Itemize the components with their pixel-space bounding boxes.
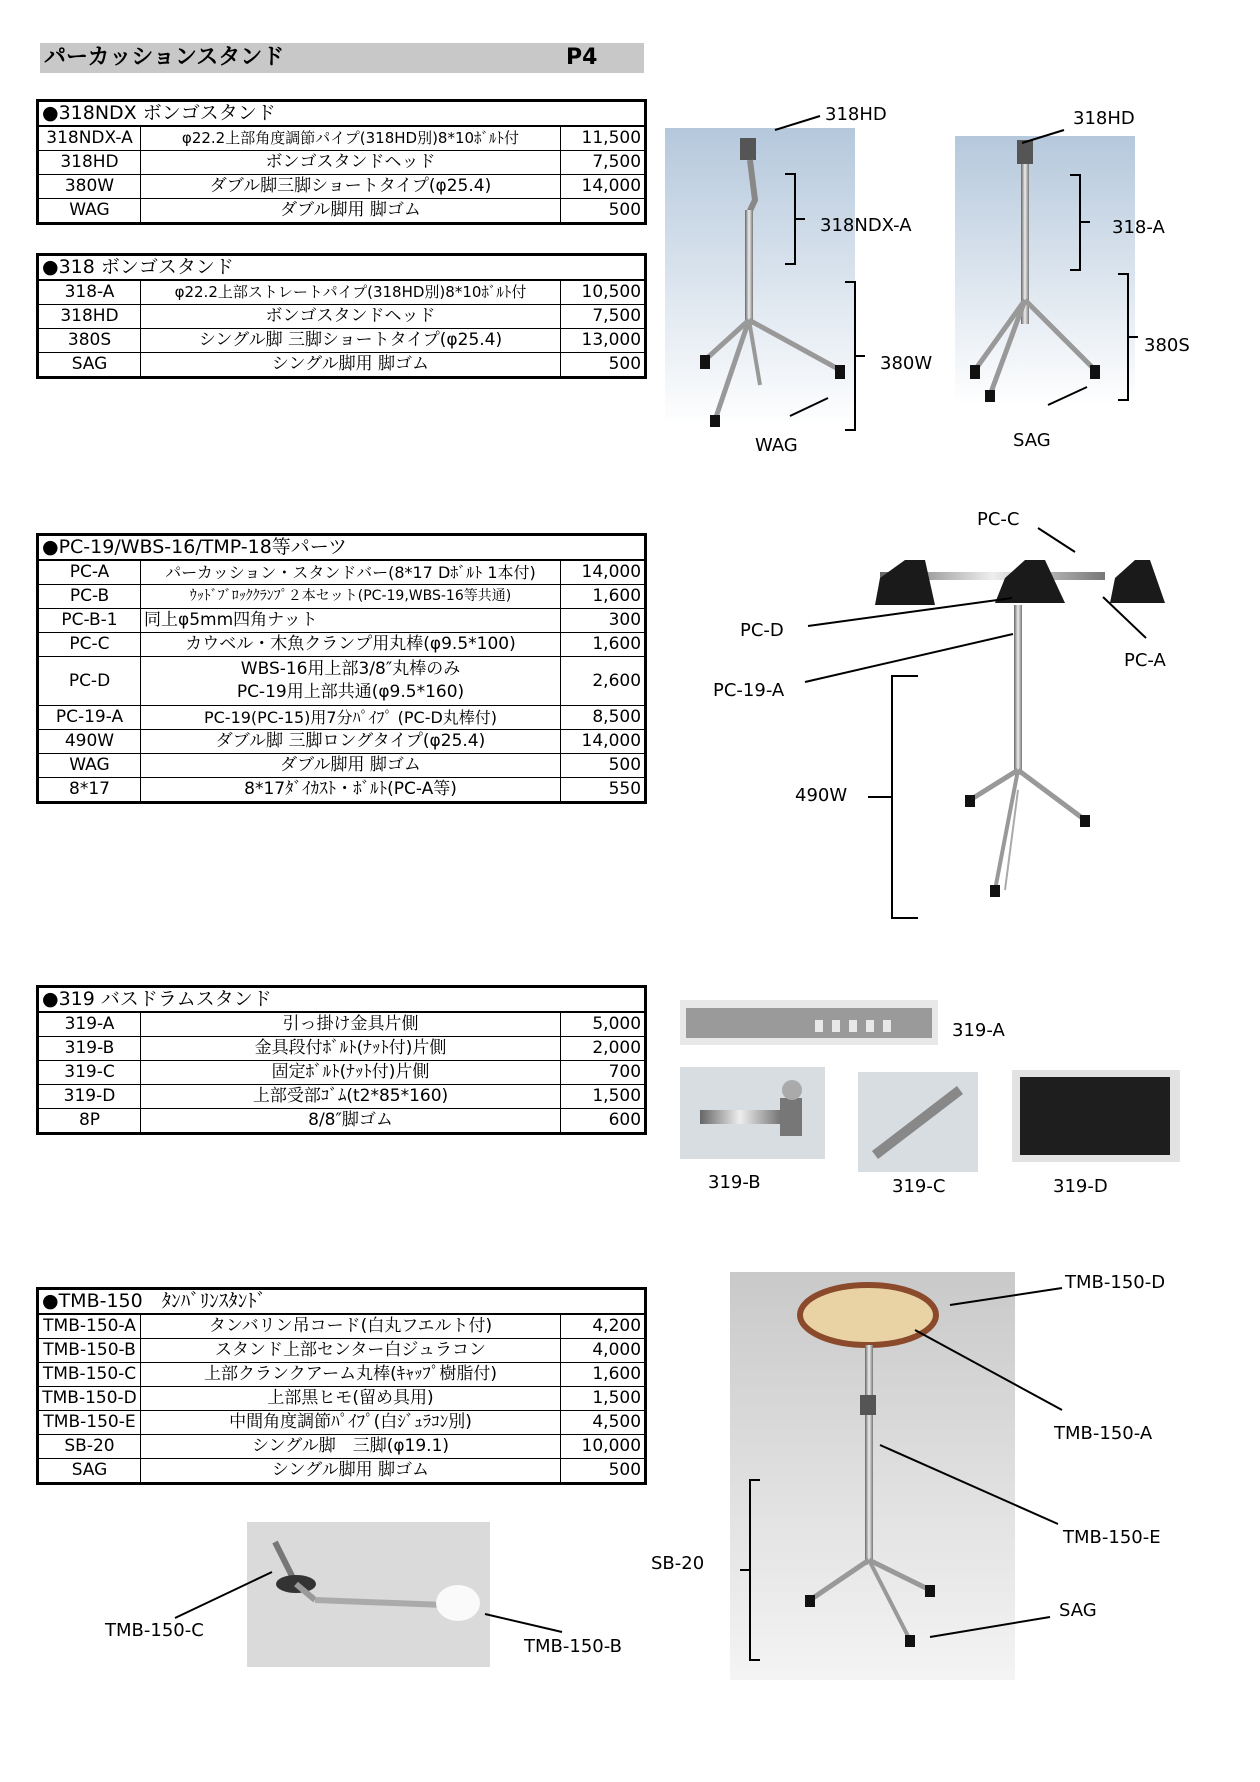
table-row: WAG ダブル脚用 脚ゴム 500 xyxy=(38,199,646,224)
table-row: PC-A パーカッション・スタンドバー(8*17 Dﾎﾞﾙﾄ 1本付) 14,000 xyxy=(38,560,646,585)
label-319-d: 319-D xyxy=(1053,1176,1108,1197)
table-row: 319-D 上部受部ｺﾞﾑ(t2*85*160) 1,500 xyxy=(38,1085,646,1109)
319-b-photo xyxy=(680,1067,825,1159)
table-row: WAG ダブル脚用 脚ゴム 500 xyxy=(38,754,646,778)
table-row: SB-20 シングル脚 三脚(φ19.1) 10,000 xyxy=(38,1435,646,1459)
label-380s: 380S xyxy=(1144,335,1190,356)
label-pc-d: PC-D xyxy=(740,620,784,641)
label-318hd: 318HD xyxy=(825,104,887,125)
leader-line xyxy=(805,634,1013,682)
table-row: 8P 8/8″脚ゴム 600 xyxy=(38,1109,646,1134)
label-318-a: 318-A xyxy=(1112,217,1165,238)
table-row: 318-A φ22.2上部ストレートパイプ(318HD別)8*10ﾎﾞﾙﾄ付 10,500 xyxy=(38,280,646,305)
table-row: 318NDX-A φ22.2上部角度調節パイプ(318HD別)8*10ﾎﾞﾙﾄ付 11,500 xyxy=(38,126,646,151)
table-row: SAG シングル脚用 脚ゴム 500 xyxy=(38,353,646,378)
page-number: P4 xyxy=(566,45,598,70)
table-row: 8*17 8*17ﾀﾞｲｶｽﾄ・ﾎﾞﾙﾄ(PC-A等) 550 xyxy=(38,778,646,803)
label-sag-2: SAG xyxy=(1059,1600,1097,1621)
table-row: 318HD ボンゴスタンドヘッド 7,500 xyxy=(38,305,646,329)
label-319-a: 319-A xyxy=(952,1020,1005,1041)
table-row: 380S シングル脚 三脚ショートタイプ(φ25.4) 13,000 xyxy=(38,329,646,353)
bongo-stand-318-photo xyxy=(955,136,1135,406)
table-row: TMB-150-B スタンド上部センター白ジュラコン 4,000 xyxy=(38,1339,646,1363)
label-318ndx-a: 318NDX-A xyxy=(820,215,912,236)
table-title: ●TMB-150 ﾀﾝﾊﾞﾘﾝｽﾀﾝﾄﾞ xyxy=(38,1289,646,1315)
table-row: TMB-150-A タンバリン吊コード(白丸フエルト付) 4,200 xyxy=(38,1314,646,1339)
table-title: ●319 バスドラムスタンド xyxy=(38,987,646,1013)
table-row: 319-A 引っ掛け金具片側 5,000 xyxy=(38,1012,646,1037)
319-a-photo xyxy=(680,1000,938,1045)
label-tmb-150-a: TMB-150-A xyxy=(1054,1423,1153,1444)
table-row: PC-D WBS-16用上部3/8″丸棒のみ PC-19用上部共通(φ9.5*160) 2,600 xyxy=(38,657,646,706)
label-pc-a: PC-A xyxy=(1124,650,1166,671)
label-tmb-150-b: TMB-150-B xyxy=(524,1636,622,1657)
table-row: TMB-150-C 上部クランクアーム丸棒(ｷｬｯﾌﾟ樹脂付) 1,600 xyxy=(38,1363,646,1387)
tmb150-arm-photo xyxy=(247,1522,490,1667)
label-490w: 490W xyxy=(795,785,848,806)
leader-line xyxy=(1103,597,1146,638)
leader-line xyxy=(1038,528,1075,552)
label-pc-c: PC-C xyxy=(977,509,1020,530)
bongo-stand-318ndx-photo xyxy=(665,128,855,428)
table-row: TMB-150-E 中間角度調節ﾊﾟｲﾌﾟ(白ｼﾞｭﾗｺﾝ別) 4,500 xyxy=(38,1411,646,1435)
leader-line xyxy=(485,1614,562,1632)
label-319-b: 319-B xyxy=(708,1172,761,1193)
table-title: ●318NDX ボンゴスタンド xyxy=(38,101,646,127)
319-d-photo xyxy=(1012,1070,1180,1162)
brace xyxy=(868,676,918,918)
table-title: ●318 ボンゴスタンド xyxy=(38,255,646,281)
label-tmb-150-e: TMB-150-E xyxy=(1063,1527,1161,1548)
table-row: TMB-150-D 上部黒ヒモ(留め具用) 1,500 xyxy=(38,1387,646,1411)
table-row: 380W ダブル脚三脚ショートタイプ(φ25.4) 14,000 xyxy=(38,175,646,199)
table-row: SAG シングル脚用 脚ゴム 500 xyxy=(38,1459,646,1484)
table-row: PC-19-A PC-19(PC-15)用7分ﾊﾟｲﾌﾟ (PC-D丸棒付) 8,500 xyxy=(38,706,646,730)
label-tmb-150-d: TMB-150-D xyxy=(1065,1272,1166,1293)
table-title: ●PC-19/WBS-16/TMP-18等パーツ xyxy=(38,535,646,561)
table-row: PC-B-1 同上φ5mm四角ナット 300 xyxy=(38,609,646,633)
table-row: 490W ダブル脚 三脚ロングタイプ(φ25.4) 14,000 xyxy=(38,730,646,754)
table-row: 318HD ボンゴスタンドヘッド 7,500 xyxy=(38,151,646,175)
leader-line xyxy=(775,116,820,130)
table-row: 319-C 固定ﾎﾞﾙﾄ(ﾅｯﾄ付)片側 700 xyxy=(38,1061,646,1085)
label-pc-19-a: PC-19-A xyxy=(713,680,785,701)
label-380w: 380W xyxy=(880,353,933,374)
label-wag: WAG xyxy=(755,435,798,456)
page-title: パーカッションスタンド xyxy=(44,45,285,70)
label-319-c: 319-C xyxy=(892,1176,946,1197)
label-tmb-150-c: TMB-150-C xyxy=(105,1620,204,1641)
tambourine-stand-photo xyxy=(730,1272,1015,1680)
label-318hd-2: 318HD xyxy=(1073,108,1135,129)
319-c-photo xyxy=(858,1072,978,1172)
table-row: PC-B ｳｯﾄﾞﾌﾞﾛｯｸｸﾗﾝﾌﾟ２本セット(PC-19,WBS-16等共通) 1,600 xyxy=(38,585,646,609)
label-sag: SAG xyxy=(1013,430,1051,451)
table-row: PC-C カウベル・木魚クランプ用丸棒(φ9.5*100) 1,600 xyxy=(38,633,646,657)
label-sb-20: SB-20 xyxy=(651,1553,705,1574)
table-row: 319-B 金具段付ﾎﾞﾙﾄ(ﾅｯﾄ付)片側 2,000 xyxy=(38,1037,646,1061)
